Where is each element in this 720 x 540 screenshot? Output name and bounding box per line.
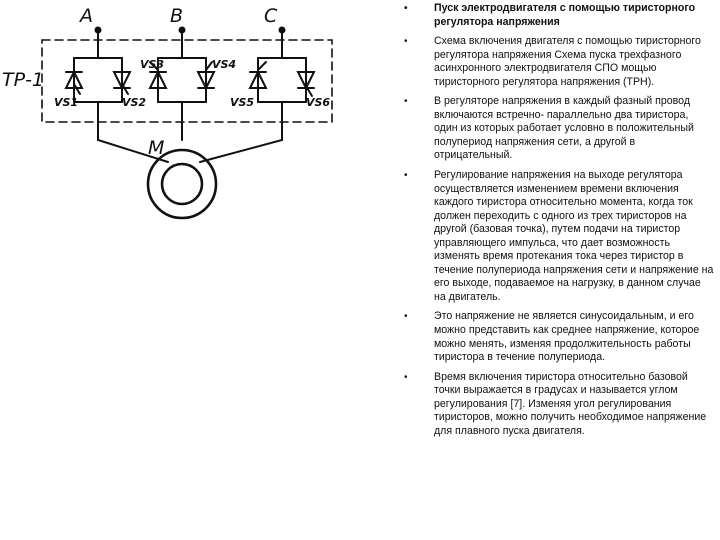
motor-outer [148, 150, 216, 218]
regulator-label: ТР-1 [2, 69, 45, 91]
phase-label-c: C [264, 5, 278, 27]
terminal-b [180, 28, 185, 33]
motor-label: М [148, 137, 165, 159]
bullet-thyristor-connection: • В регуляторе напряжения в каждый фазный провод включаются встречно- параллельно два тиристора, один из которых работает условно в положительный полупериод напряжения сети, а другой в отрицательный. [400, 95, 714, 163]
bullet-regulation-angle: • Время включения тиристора относительно базовой точки выражается в градусах и называется углом регулирования [7]. Изменяя угол регулирования тиристоров, можно получить необходимое напряжение для плавного пуска двигателя. [400, 371, 714, 439]
phase-label-a: A [80, 5, 93, 27]
thyristor-label-vs6: VS6 [306, 96, 331, 109]
bullet-nonsinusoidal-voltage: • Это напряжение не является синусоидальным, и его можно представить как среднее напряжение, которое можно менять, изменяя продолжительность работы тиристора в течение полупериода. [400, 310, 714, 364]
regulator-boundary [42, 40, 332, 122]
thyristor-pair-c [250, 30, 314, 128]
bullet-title: • Пуск электродвигателя с помощью тиристорного регулятора напряжения [400, 2, 714, 29]
thyristor-label-vs3: VS3 [140, 58, 165, 71]
terminal-c [280, 28, 285, 33]
lead-c [200, 128, 282, 162]
thyristor-regulator-diagram [0, 0, 400, 260]
thyristor-label-vs1: VS1 [54, 96, 79, 109]
thyristor-pair-a [66, 30, 130, 128]
thyristor-label-vs2: VS2 [122, 96, 147, 109]
terminal-a [96, 28, 101, 33]
phase-label-b: B [170, 5, 184, 27]
thyristor-label-vs5: VS5 [230, 96, 255, 109]
text-panel [400, 2, 714, 444]
bullet-voltage-regulation: • Регулирование напряжения на выходе регулятора осуществляется изменением времени включения каждого тиристора относительно момента, когда ток должен переходить с одного из трех тиристоров на другой (базовая точка), путем подачи на тиристор управляющего импульса, что дает возможность изменять время протекания тока через тиристор в течение полупериода напряжения сети и напряжение на его выходе, подаваемое на нагрузку, в данном случае на двигатель. [400, 169, 714, 304]
motor-inner [162, 164, 202, 204]
thyristor-pair-b [150, 30, 214, 128]
thyristor-label-vs4: VS4 [212, 58, 237, 71]
bullet-circuit-description: • Схема включения двигателя с помощью тиристорного регулятора напряжения Схема пуска трехфазного асинхронного электродвигателя СПО мощью тиристорного регулятора напряжения (ТРН). [400, 35, 714, 89]
